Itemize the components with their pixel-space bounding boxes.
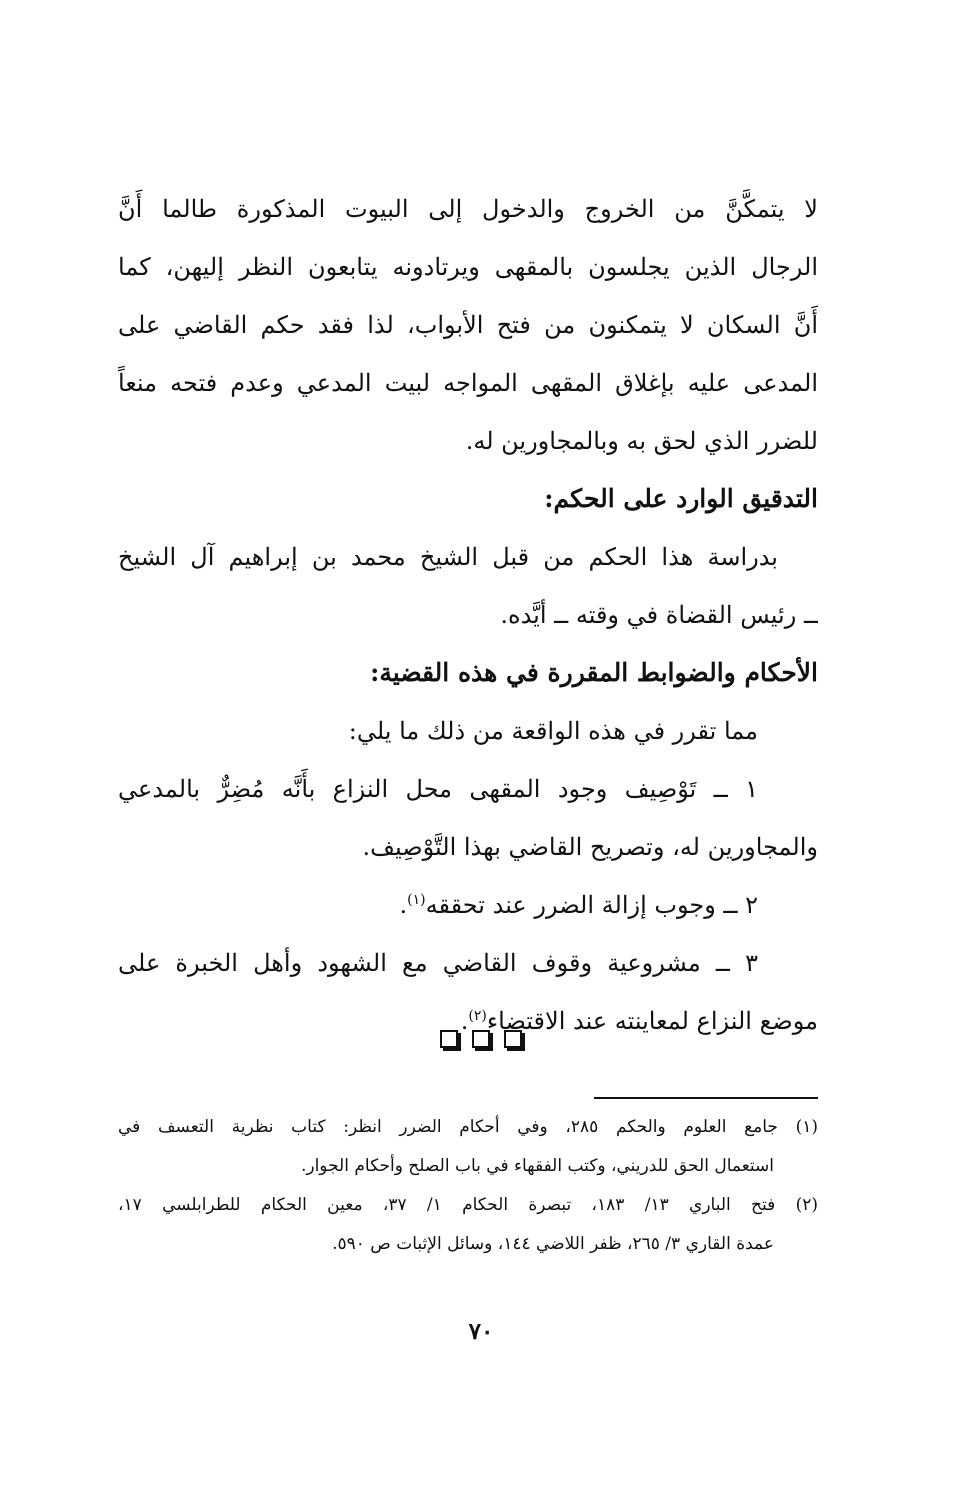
paragraph-1-line-2: الرجال الذين يجلسون بالمقهى ويرتادونه يتابعون النظر إليهن، كما bbox=[118, 253, 818, 281]
section-heading-review: التدقيق الوارد على الحكم: bbox=[544, 484, 818, 513]
footnotes bbox=[118, 1108, 818, 1264]
paragraph-1-line-3: أَنَّ السكان لا يتمكنون من فتح الأبواب، لذا فقد حكم القاضي على bbox=[118, 311, 818, 339]
main-text bbox=[118, 180, 818, 1050]
item-3-end: . bbox=[460, 1007, 469, 1035]
paragraph-1-line-4: المدعى عليه بإغلاق المقهى المواجه لبيت المدعي وعدم فتحه منعاً bbox=[118, 369, 818, 397]
page-number: ٧٠ bbox=[468, 1318, 494, 1345]
section-heading-rulings: الأحكام والضوابط المقررة في هذه القضية: bbox=[370, 658, 818, 687]
footnote-2-line-1: (٢) فتح الباري ١٣/ ١٨٣، تبصرة الحكام ١/ ٣٧، معين الحكام للطرابلسي ١٧، bbox=[118, 1195, 818, 1215]
footnote-ref-1[interactable]: (١) bbox=[407, 892, 426, 908]
rulings-intro: مما تقرر في هذه الواقعة من ذلك ما يلي: bbox=[348, 717, 758, 745]
item-3-line-1: ٣ ــ مشروعية وقوف القاضي مع الشهود وأهل الخبرة على bbox=[118, 949, 758, 977]
footnote-1-line-1: (١) جامع العلوم والحكم ٢٨٥، وفي أحكام الضرر انظر: كتاب نظرية التعسف في bbox=[118, 1117, 818, 1137]
footnote-ref-2[interactable]: (٢) bbox=[468, 1008, 487, 1024]
item-2 bbox=[118, 876, 818, 934]
item-2-text: ٢ ــ وجوب إزالة الضرر عند تحققه bbox=[425, 891, 758, 919]
item-3-text: موضع النزاع لمعاينته عند الاقتضاء bbox=[486, 1007, 818, 1035]
footnote-separator bbox=[594, 1097, 818, 1099]
paragraph-1-line-1: لا يتمكَّنَّ من الخروج والدخول إلى البيوت المذكورة طالما أَنَّ bbox=[118, 195, 818, 223]
footnote-1-line-2: استعمال الحق للدريني، وكتب الفقهاء في باب الصلح وأحكام الجوار. bbox=[300, 1156, 774, 1176]
footnote-2-line-2: عمدة القاري ٣/ ٢٦٥، ظفر اللاضي ١٤٤، وسائل الإثبات ص ٥٩٠. bbox=[332, 1234, 774, 1254]
paragraph-2-line-2: ــ رئيس القضاة في وقته ــ أيَّده. bbox=[500, 601, 818, 629]
square-ornament-icon bbox=[440, 1030, 458, 1048]
section-end-ornament bbox=[0, 1030, 962, 1048]
item-1-line-2: والمجاورين له، وتصريح القاضي بهذا التَّوْصِيف. bbox=[362, 833, 818, 861]
paragraph-2-line-1: بدراسة هذا الحكم من قبل الشيخ محمد بن إبراهيم آل الشيخ bbox=[118, 543, 778, 571]
square-ornament-icon bbox=[472, 1030, 490, 1048]
item-1-line-1: ١ ــ تَوْصِيف وجود المقهى محل النزاع بأَنَّه مُضِرٌّ بالمدعي bbox=[118, 775, 758, 803]
square-ornament-icon bbox=[504, 1030, 522, 1048]
item-2-end: . bbox=[399, 891, 408, 919]
paragraph-1-line-5: للضرر الذي لحق به وبالمجاورين له. bbox=[465, 427, 818, 455]
